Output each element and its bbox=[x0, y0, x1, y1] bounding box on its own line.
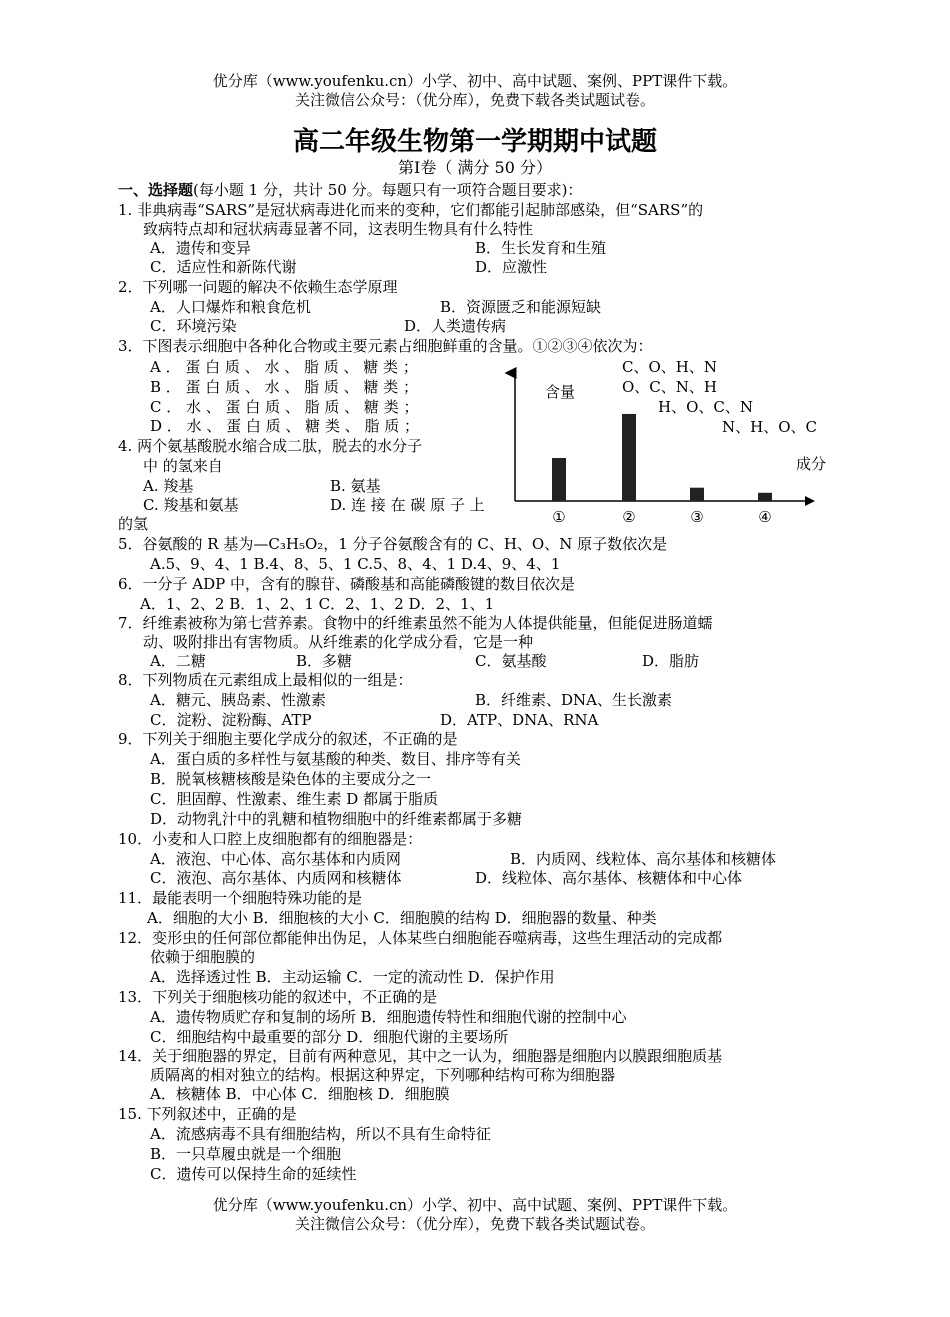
q4-option-d: D. 连 接 在 碳 原 子 上 bbox=[330, 496, 485, 514]
section-note: (每小题 1 分，共计 50 分。每题只有一项符合题目要求)： bbox=[193, 181, 583, 199]
q13-options-cd: C．细胞结构中最重要的部分 D．细胞代谢的主要场所 bbox=[150, 1028, 509, 1046]
q2-option-a: A．人口爆炸和粮食危机 bbox=[150, 298, 311, 316]
q7-option-a: A．二糖 bbox=[150, 652, 206, 670]
q7-option-b: B．多糖 bbox=[296, 652, 353, 670]
q6-stem: 6．一分子 ADP 中，含有的腺苷、磷酸基和高能磷酸键的数目依次是 bbox=[118, 575, 576, 593]
q3-option-d-elements: N、H、O、C bbox=[722, 418, 817, 436]
x-tick-label-1: ① bbox=[552, 508, 566, 526]
q3-option-a: A ． 蛋 白 质 、 水 、 脂 质 、 糖 类 ； bbox=[150, 358, 418, 376]
q9-option-c: C．胆固醇、性激素、维生素 D 都属于脂质 bbox=[150, 790, 439, 808]
q15-option-c: C．遗传可以保持生命的延续性 bbox=[150, 1165, 357, 1183]
q1-stem-1: 1. 非典病毒“SARS”是冠状病毒进化而来的变种，它们都能引起肺部感染，但“SARS”的 bbox=[118, 201, 704, 219]
q2-stem: 2．下列哪一问题的解决不依赖生态学原理 bbox=[118, 278, 398, 296]
q3-option-c: C ． 水 、 蛋 白 质 、 脂 质 、 糖 类 ； bbox=[150, 398, 419, 416]
q4-option-d-cont: 的氢 bbox=[118, 515, 149, 533]
x-axis-arrow bbox=[805, 496, 815, 506]
bars-group bbox=[552, 414, 772, 501]
q13-stem: 13．下列关于细胞核功能的叙述中，不正确的是 bbox=[118, 988, 438, 1006]
q9-option-b: B．脱氧核糖核酸是染色体的主要成分之一 bbox=[150, 770, 432, 788]
q4-stem-1: 4. 两个氨基酸脱水缩合成二肽，脱去的水分子 bbox=[118, 437, 423, 455]
q14-stem-2: 质隔离的相对独立的结构。根据这种界定，下列哪种结构可称为细胞器 bbox=[150, 1066, 616, 1084]
q1-option-b: B．生长发育和生殖 bbox=[475, 239, 607, 257]
header-line-2: 关注微信公众号：（优分库），免费下载各类试题试卷。 bbox=[294, 91, 655, 109]
x-tick-label-4: ④ bbox=[758, 508, 772, 526]
q2-option-c: C．环境污染 bbox=[150, 317, 237, 335]
page-title: 高二年级生物第一学期期中试题 bbox=[292, 127, 657, 157]
content-bar-chart bbox=[500, 365, 840, 530]
section-heading bbox=[118, 181, 582, 200]
q6-options: A．1、2、2 B．1、2、1 C．2、1、2 D．2、1、1 bbox=[140, 595, 495, 613]
q4-option-c: C. 羧基和氨基 bbox=[143, 496, 239, 514]
q1-option-a: A．遗传和变异 bbox=[150, 239, 251, 257]
bar-1 bbox=[552, 458, 566, 501]
x-axis-label: 成分 bbox=[796, 455, 827, 473]
q3-option-d: D ． 水 、 蛋 白 质 、 糖 类 、 脂 质 ； bbox=[150, 417, 420, 435]
q1-option-d: D．应激性 bbox=[475, 258, 548, 276]
q15-stem: 15. 下列叙述中，正确的是 bbox=[118, 1105, 297, 1123]
q3-option-b: B ． 蛋 白 质 、 水 、 脂 质 、 糖 类 ； bbox=[150, 378, 419, 396]
q7-stem-1: 7．纤维素被称为第七营养素。食物中的纤维素虽然不能为人体提供能量，但能促进肠道蠕 bbox=[118, 614, 713, 632]
q7-option-d: D．脂肪 bbox=[642, 652, 700, 670]
q15-option-a: A．流感病毒不具有细胞结构，所以不具有生命特征 bbox=[150, 1125, 491, 1143]
q5-options: A.5、9、4、1 B.4、8、5、1 C.5、8、4、1 D.4、9、4、1 bbox=[150, 555, 561, 573]
q5-stem: 5．谷氨酸的 R 基为—C₃H₅O₂，1 分子谷氨酸含有的 C、H、O、N 原子数依次是 bbox=[118, 535, 668, 553]
q1-stem-2: 致病特点却和冠状病毒显著不同，这表明生物具有什么特性 bbox=[143, 220, 534, 238]
bar-2 bbox=[622, 414, 636, 501]
bar-3 bbox=[690, 488, 704, 501]
header-line-1: 优分库（www.youfenku.cn）小学、初中、高中试题、案例、PPT课件下载。 bbox=[212, 72, 738, 90]
q3-option-b-elements: O、C、N、H bbox=[622, 378, 717, 396]
q14-options: A．核糖体 B．中心体 C．细胞核 D．细胞膜 bbox=[150, 1085, 450, 1103]
q8-stem: 8．下列物质在元素组成上最相似的一组是： bbox=[118, 671, 413, 689]
q3-option-c-elements: H、O、C、N bbox=[658, 398, 753, 416]
q3-option-a-elements: C、O、H、N bbox=[622, 358, 717, 376]
q11-options: A．细胞的大小 B．细胞核的大小 C．细胞膜的结构 D．细胞器的数量、种类 bbox=[147, 909, 657, 927]
q3-stem: 3．下图表示细胞中各种化合物或主要元素占细胞鲜重的含量。①②③④依次为： bbox=[118, 337, 653, 355]
y-axis-label: 含量 bbox=[545, 383, 576, 401]
q9-option-d: D．动物乳汁中的乳糖和植物细胞中的纤维素都属于多糖 bbox=[150, 810, 523, 828]
q2-option-d: D．人类遗传病 bbox=[404, 317, 507, 335]
q7-stem-2: 动、吸附排出有害物质。从纤维素的化学成分看，它是一种 bbox=[143, 633, 534, 651]
q8-option-a: A．糖元、胰岛素、性激素 bbox=[150, 691, 326, 709]
footer-line-1: 优分库（www.youfenku.cn）小学、初中、高中试题、案例、PPT课件下载。 bbox=[212, 1196, 738, 1214]
q10-option-b: B．内质网、线粒体、高尔基体和核糖体 bbox=[510, 850, 777, 868]
q10-option-c: C．液泡、高尔基体、内质网和核糖体 bbox=[150, 869, 402, 887]
q1-option-c: C．适应性和新陈代谢 bbox=[150, 258, 297, 276]
q4-stem-2: 中 的氢来自 bbox=[143, 457, 223, 475]
x-tick-labels bbox=[552, 508, 771, 526]
q12-stem-2: 依赖于细胞膜的 bbox=[150, 948, 256, 966]
q8-option-c: C．淀粉、淀粉酶、ATP bbox=[150, 711, 312, 729]
footer-line-2: 关注微信公众号：（优分库），免费下载各类试题试卷。 bbox=[294, 1215, 655, 1233]
q8-option-d: D．ATP、DNA、RNA bbox=[440, 711, 599, 729]
q13-options-ab: A．遗传物质贮存和复制的场所 B．细胞遗传特性和细胞代谢的控制中心 bbox=[150, 1008, 627, 1026]
q10-option-d: D．线粒体、高尔基体、核糖体和中心体 bbox=[475, 869, 743, 887]
q9-stem: 9．下列关于细胞主要化学成分的叙述，不正确的是 bbox=[118, 730, 458, 748]
q7-option-c: C．氨基酸 bbox=[475, 652, 547, 670]
x-tick-label-2: ② bbox=[622, 508, 636, 526]
q4-option-a: A. 羧基 bbox=[143, 477, 194, 495]
q15-option-b: B．一只草履虫就是一个细胞 bbox=[150, 1145, 342, 1163]
bar-4 bbox=[758, 493, 772, 501]
section-label: 一、选择题 bbox=[118, 181, 194, 199]
q9-option-a: A．蛋白质的多样性与氨基酸的种类、数目、排序等有关 bbox=[150, 750, 521, 768]
x-tick-label-3: ③ bbox=[690, 508, 704, 526]
q2-option-b: B．资源匮乏和能源短缺 bbox=[440, 298, 602, 316]
q10-option-a: A．液泡、中心体、高尔基体和内质网 bbox=[150, 850, 401, 868]
q12-stem-1: 12．变形虫的任何部位都能伸出伪足，人体某些白细胞能吞噬病毒，这些生理活动的完成都 bbox=[118, 929, 723, 947]
q4-option-b: B. 氨基 bbox=[330, 477, 381, 495]
q8-option-b: B．纤维素、DNA、生长激素 bbox=[475, 691, 673, 709]
q11-stem: 11．最能表明一个细胞特殊功能的是 bbox=[118, 889, 363, 907]
q10-stem: 10．小麦和人口腔上皮细胞都有的细胞器是： bbox=[118, 830, 423, 848]
q14-stem-1: 14．关于细胞器的界定，目前有两种意见，其中之一认为，细胞器是细胞内以膜跟细胞质基 bbox=[118, 1047, 723, 1065]
q12-options: A．选择透过性 B．主动运输 C．一定的流动性 D．保护作用 bbox=[150, 968, 555, 986]
page-subtitle: 第Ⅰ卷（ 满分 50 分） bbox=[398, 158, 552, 177]
